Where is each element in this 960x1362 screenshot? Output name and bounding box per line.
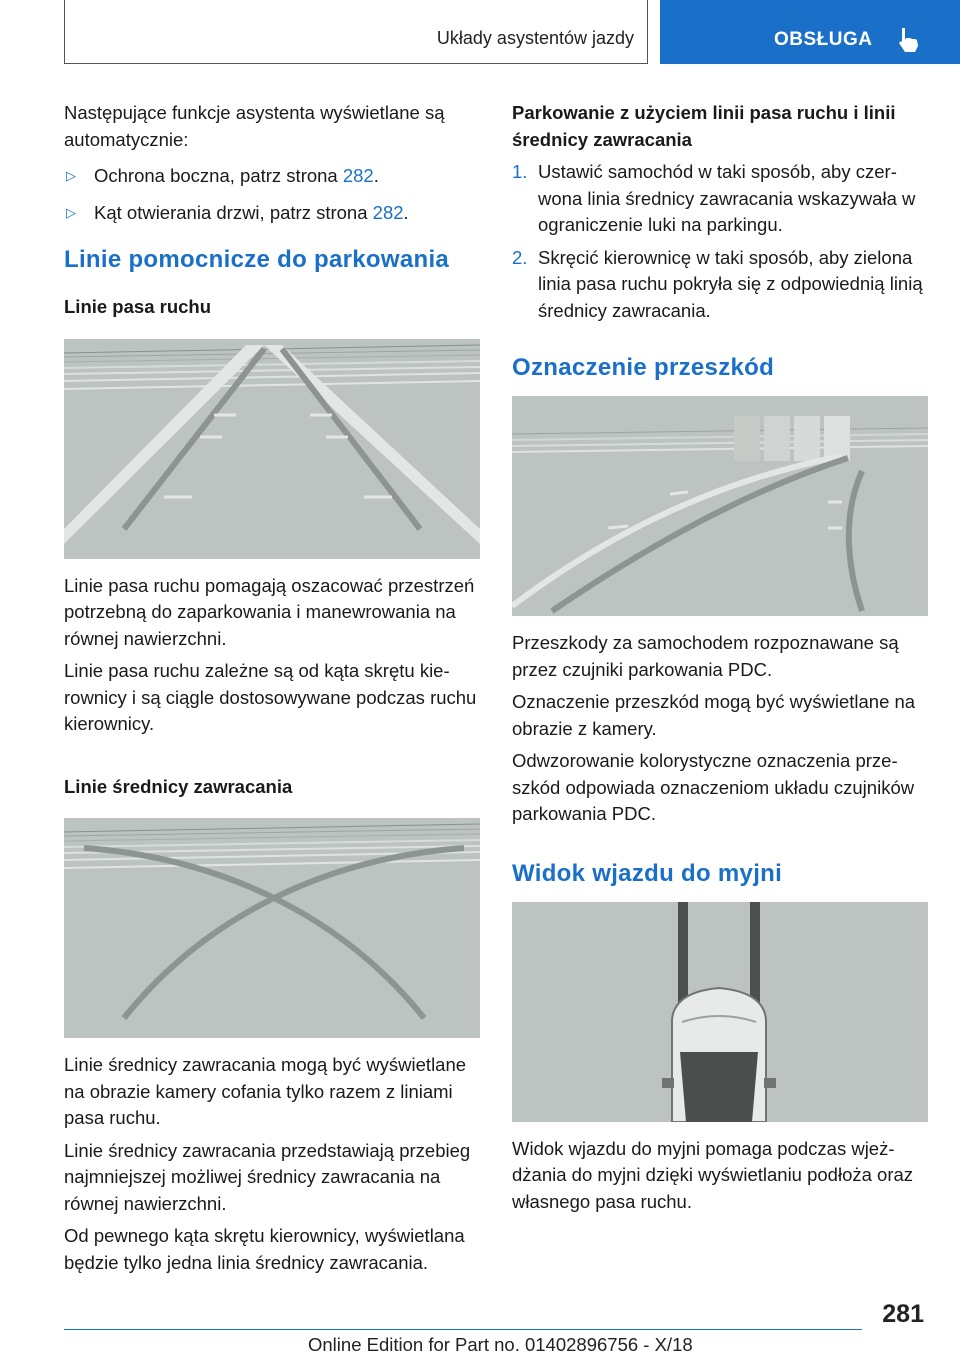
bullet-item — [64, 163, 480, 190]
page-link[interactable]: 282 — [342, 165, 374, 186]
hand-pointer-icon — [896, 26, 922, 54]
turning-lines-para-1: Linie średnicy zawracania mogą być wyświetlane na obrazie kamery cofania tylko razem z liniami pasa ruchu. — [64, 1054, 467, 1128]
step-text: Ustawić samochód w taki sposób, aby czerwona linia średnicy zawracania wskazywała w ograniczenie luki na parkingu. — [538, 161, 916, 235]
car-wash-view-figure — [512, 902, 928, 1122]
bullet-item — [64, 200, 480, 227]
step-number: 2. — [512, 246, 528, 268]
lane-lines-para-2: Linie pasa ruchu zależne są od kąta skrętu kierownicy i są ciągle dostosowywane podczas ruchu kierownicy. — [64, 660, 477, 734]
car-wash-para-1: Widok wjazdu do myjni pomaga podczas wjeżdżania do myjni dzięki wyświetlaniu podłoża oraz własnego pasa ruchu. — [512, 1137, 914, 1212]
step-number: 1. — [512, 161, 528, 182]
section-title-car-wash-view: Widok wjazdu do myjni — [512, 859, 783, 887]
turning-lines-para-2: Linie średnicy zawracania przedstawiają przebieg najmniejszej możliwej średnicy zawracania na równej nawierzchni. — [64, 1139, 471, 1214]
lane-lines-figure — [64, 339, 480, 559]
bullet-end: . — [403, 201, 409, 223]
bullet-end: . — [373, 165, 379, 186]
section-title-obstacle-marking: Oznaczenie przeszkód — [512, 354, 775, 381]
header-tab-label: OBSŁUGA — [774, 29, 873, 50]
obstacle-marking-figure — [512, 396, 928, 616]
header-section-title: Układy asystentów jazdy — [436, 28, 634, 48]
subsection-title-parking-with-lines: Parkowanie z użyciem linii pasa ruchu i linii średnicy zawracania — [512, 102, 896, 150]
footer-edition-text: Online Edition for Part no. 01402896756 - X/18 — [308, 1334, 693, 1355]
header-tab-obsluga[interactable] — [660, 0, 960, 64]
step-text: Skręcić kierownicę w taki sposób, aby zielona linia pasa ruchu pokryła się z odpowiednią linią średnicy zawracania. — [538, 246, 923, 321]
obstacle-para-1: Przeszkody za samochodem rozpoznawane są przez czujniki parkowania PDC. — [512, 632, 899, 680]
left-column — [64, 100, 480, 1276]
page-number: 281 — [882, 1300, 924, 1328]
page-link[interactable]: 282 — [372, 201, 404, 223]
section-title-parking-lines: Linie pomocnicze do parkowania — [64, 246, 450, 273]
lane-lines-para-1: Linie pasa ruchu pomagają oszacować przestrzeń potrzebną do zaparkowania i manewrowania na równej nawierzchni. — [64, 574, 475, 649]
turning-lines-figure — [64, 818, 480, 1038]
obstacle-para-2: Oznaczenie przeszkód mogą być wyświetlane na obrazie z kamery. — [512, 691, 916, 739]
step-item — [512, 245, 928, 325]
obstacle-para-3: Odwzorowanie kolorystyczne oznaczenia przeszkód odpowiada oznaczeniom układu czujników parkowania PDC. — [512, 750, 915, 824]
triangle-bullet-icon: ▷ — [66, 204, 76, 220]
step-item — [512, 159, 928, 239]
bullet-text: Ochrona boczna, patrz strona — [94, 165, 343, 186]
footer-divider — [64, 1329, 862, 1330]
triangle-bullet-icon: ▷ — [66, 168, 76, 183]
subsection-title-turning-lines: Linie średnicy zawracania — [64, 775, 293, 797]
intro-text: Następujące funkcje asystenta wyświetlane są automatycznie: — [64, 102, 445, 150]
bullet-text: Kąt otwierania drzwi, patrz strona — [94, 201, 373, 223]
subsection-title-lane-lines: Linie pasa ruchu — [64, 296, 212, 317]
turning-lines-para-3: Od pewnego kąta skrętu kierownicy, wyświetlana będzie tylko jedna linia średnicy zawracania. — [64, 1225, 465, 1273]
right-column — [512, 100, 928, 1215]
